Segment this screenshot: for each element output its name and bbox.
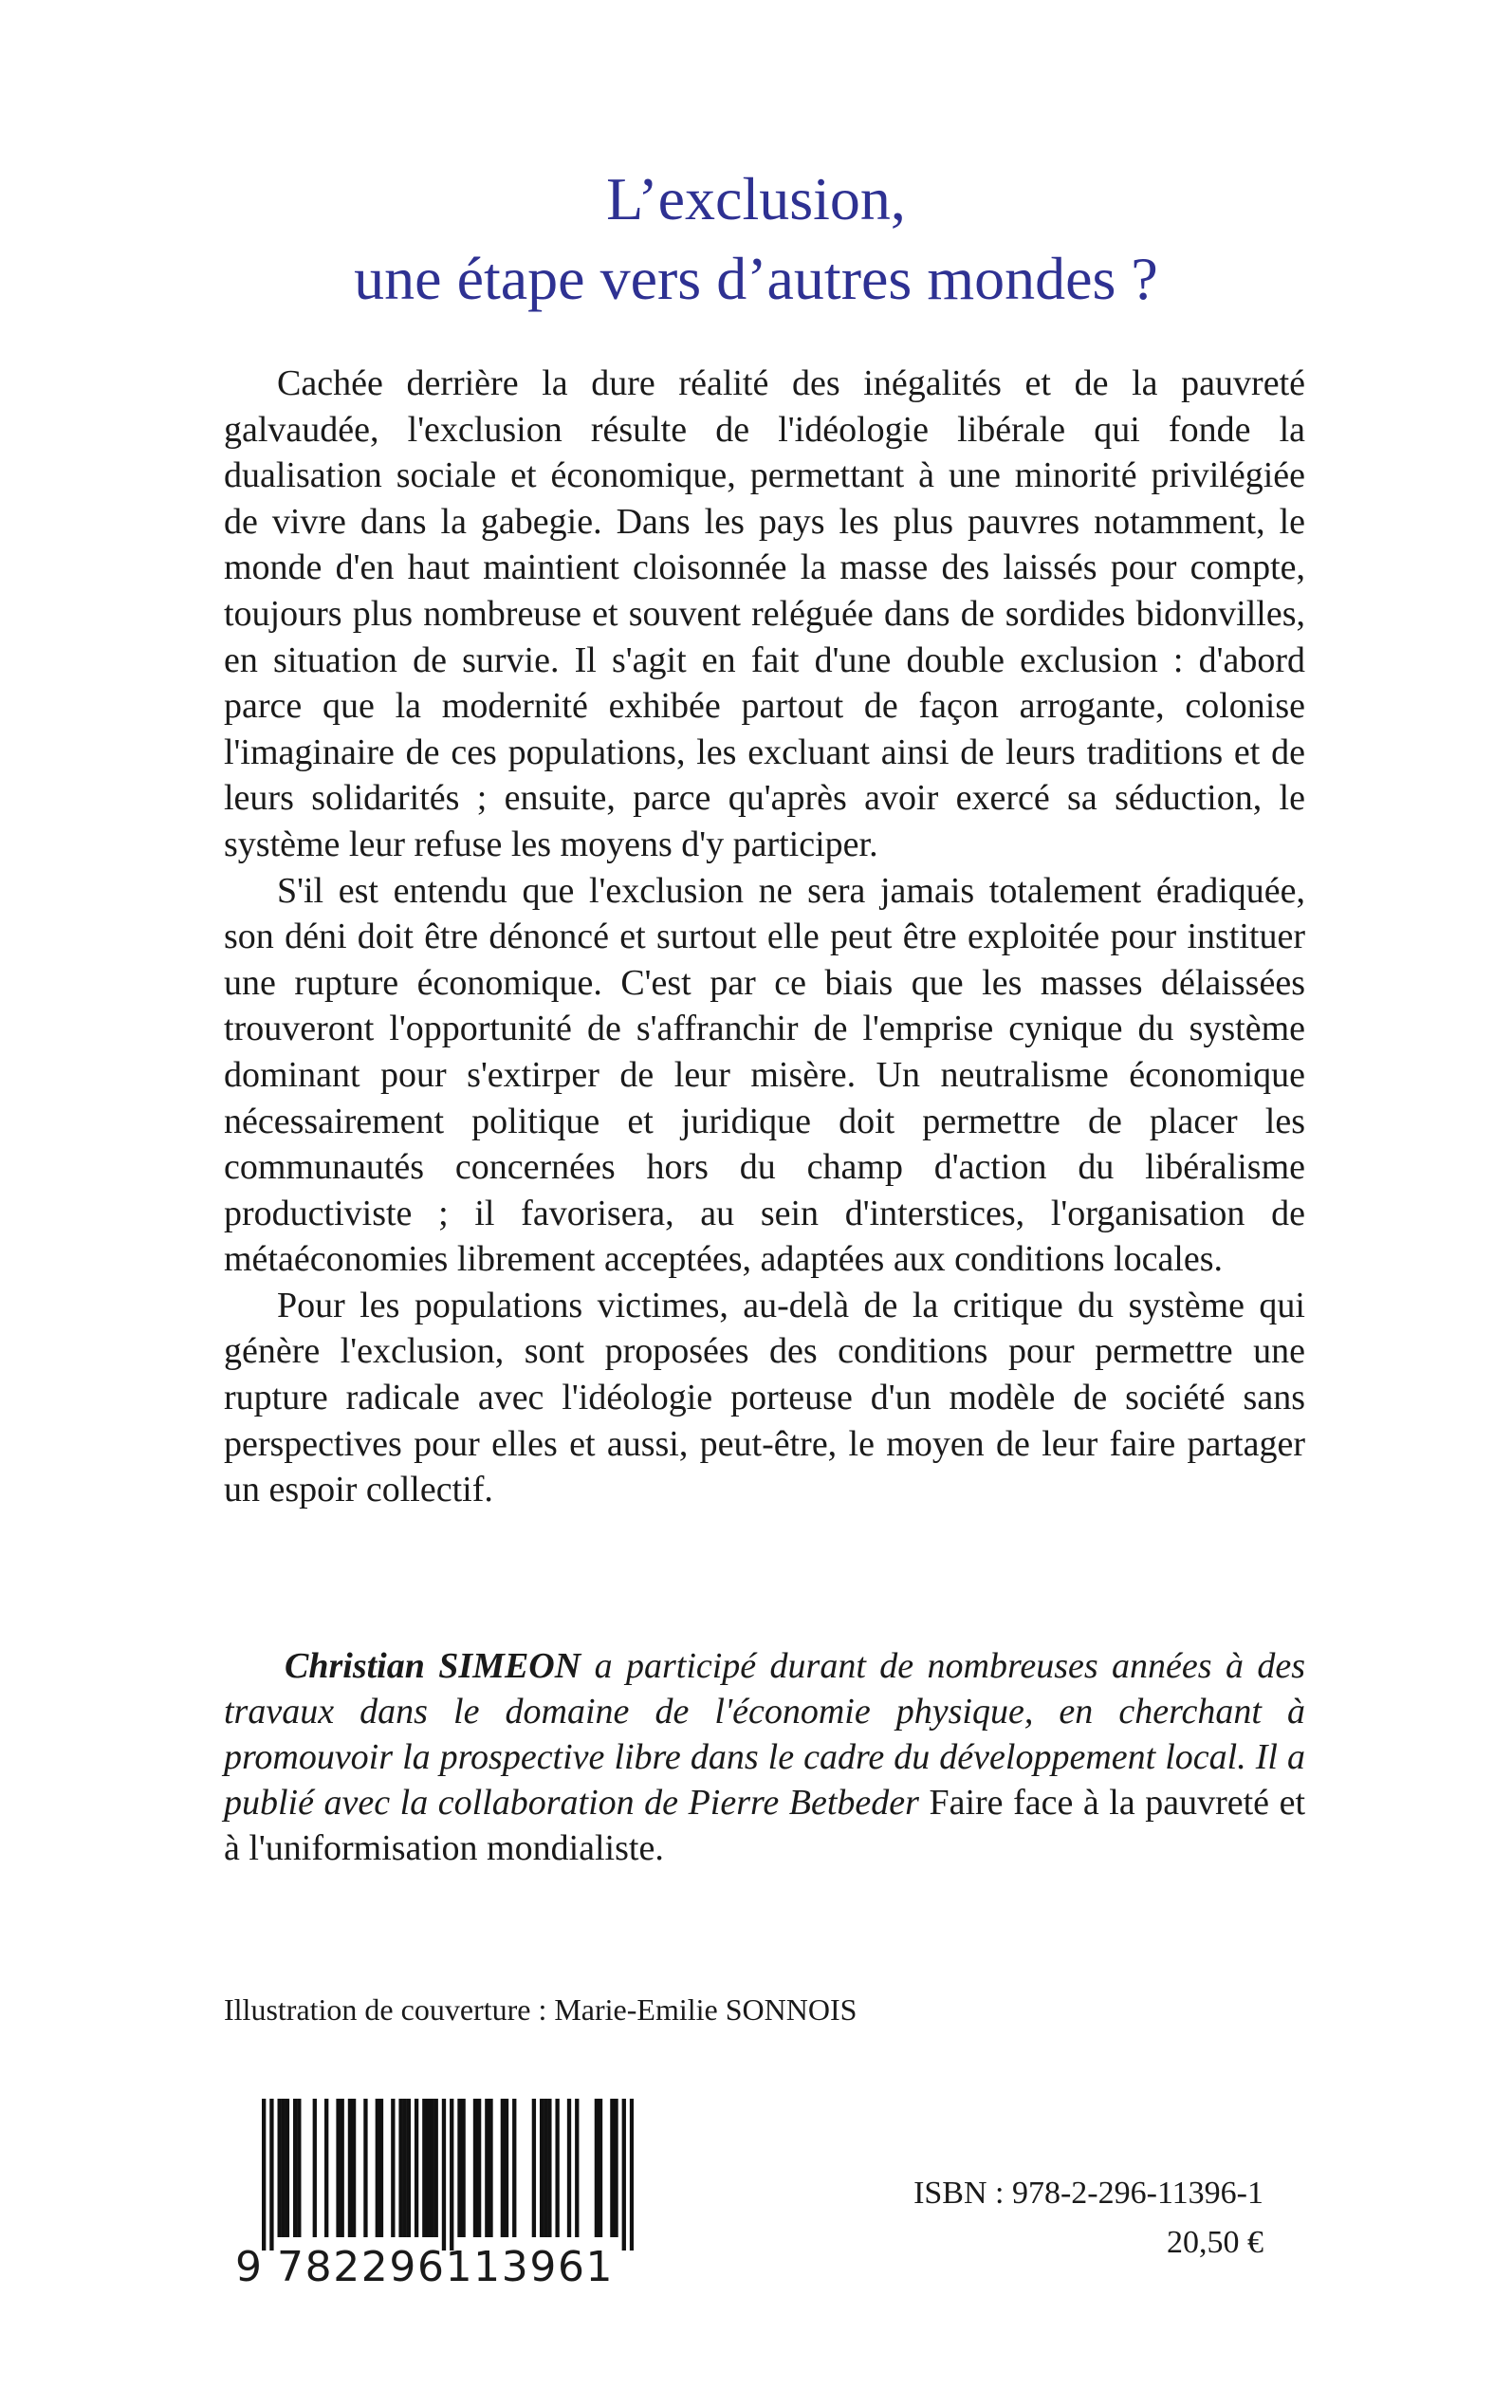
barcode-bar <box>379 2099 383 2237</box>
barcode-bar <box>391 2099 395 2237</box>
barcode-bar <box>434 2099 438 2237</box>
author-bio-text: a participé durant de nombreuses années à des travaux dans le domaine de l'économie physique, en cherchant à promouvoir la prospective libre dans le cadre du développement local. Il a publié avec la collaboration de Pierre Betbeder <box>224 1646 1305 1823</box>
blurb-paragraph-2: S'il est entendu que l'exclusion ne sera jamais totalement éradiquée, son déni doit être dénoncé et surtout elle peut être exploitée pour instituer une rupture économique. C'est par ce biais que les masses délaissées trouveront l'opportunité de s'affranchir de l'emprise cynique du système dominant pour s'extirper de leur misère. Un neutralisme économique nécessairement politique et juridique doit permettre de placer les communautés concernées hors du champ d'action du libéralisme productiviste ; il favorisera, au sein d'interstices, l'organisation de métaéconomies librement acceptées, adaptées aux conditions locales. <box>224 870 1305 1280</box>
barcode-bar <box>376 2099 379 2237</box>
barcode-bar <box>505 2099 508 2237</box>
barcode-bar <box>269 2099 273 2251</box>
barcode-bar <box>575 2099 579 2237</box>
barcode <box>235 2099 637 2300</box>
barcode-bar <box>442 2099 446 2251</box>
barcode-digits: 782296113961 <box>277 2243 615 2291</box>
barcode-bar <box>293 2099 297 2237</box>
barcode-bar <box>485 2099 489 2237</box>
barcode-bar <box>297 2099 301 2237</box>
barcode-bar <box>532 2099 536 2237</box>
barcode-bar <box>426 2099 430 2237</box>
barcode-bar <box>501 2099 505 2237</box>
barcode-bar <box>363 2099 367 2237</box>
book-title <box>0 159 1512 319</box>
barcode-bar <box>599 2099 602 2237</box>
barcode-bar <box>282 2099 286 2237</box>
barcode-bar <box>450 2099 453 2251</box>
barcode-bar <box>555 2099 559 2237</box>
blurb <box>224 361 1305 1513</box>
isbn: ISBN : 978-2-296-11396-1 <box>913 2176 1263 2211</box>
barcode-bar <box>313 2099 317 2237</box>
barcode-bar <box>324 2099 328 2237</box>
title-line-2: une étape vers d’autres mondes ? <box>354 245 1158 312</box>
barcode-first-digit: 9 <box>235 2243 262 2291</box>
barcode-bar <box>473 2099 477 2237</box>
barcode-bar <box>457 2099 461 2237</box>
barcode-bar <box>430 2099 433 2237</box>
barcode-bar <box>630 2099 634 2251</box>
barcode-bar <box>398 2099 402 2237</box>
barcode-bar <box>477 2099 481 2237</box>
barcode-bar <box>544 2099 547 2237</box>
author-bio <box>224 1643 1305 1871</box>
blurb-paragraph-1: Cachée derrière la dure réalité des inégalités et de la pauvreté galvaudée, l'exclusion résulte de l'idéologie libérale qui fonde la dualisation sociale et économique, permettant à une minorité privilégiée de vivre dans la gabegie. Dans les pays les plus pauvres notamment, le monde d'en haut maintient cloisonnée la masse des laissés pour compte, toujours plus nombreuse et souvent reléguée dans de sordides bidonvilles, en situation de survie. Il s'agit en fait d'une double exclusion : d'abord parce que la modernité exhibée partout de façon arrogante, colonise l'imaginaire de ces populations, les excluant ainsi de leurs traditions et de leurs solidarités ; ensuite, parce qu'après avoir exercé sa séduction, le système leur refuse les moyens d'y participer. <box>224 363 1305 864</box>
barcode-bar <box>352 2099 356 2237</box>
barcode-bar <box>540 2099 544 2237</box>
title-line-1: L’exclusion, <box>606 165 906 232</box>
barcode-bar <box>407 2099 411 2237</box>
barcode-bar <box>547 2099 551 2237</box>
barcode-bar <box>610 2099 614 2237</box>
barcode-bars <box>262 2099 634 2251</box>
barcode-bar <box>348 2099 352 2237</box>
barcode-bar <box>595 2099 599 2237</box>
barcode-bar <box>286 2099 289 2237</box>
barcode-bar <box>415 2099 418 2237</box>
previous-book-title: Faire face à la pauvreté et à l'uniformisation mondialiste. <box>224 1783 1305 1868</box>
barcode-bar <box>278 2099 282 2237</box>
barcode-bar <box>422 2099 426 2237</box>
barcode-bar <box>341 2099 344 2237</box>
illustration-credit: Illustration de couverture : Marie-Emilie SONNOIS <box>224 1992 857 2027</box>
author-name: Christian SIMEON <box>285 1646 581 1686</box>
barcode-bar <box>461 2099 465 2237</box>
price: 20,50 € <box>1167 2225 1263 2260</box>
barcode-bar <box>336 2099 340 2237</box>
barcode-bar <box>262 2099 266 2251</box>
barcode-bar <box>622 2099 626 2251</box>
barcode-bar <box>489 2099 492 2237</box>
blurb-paragraph-3: Pour les populations victimes, au-delà de la critique du système qui génère l'exclusion, sont proposées des conditions pour permettre une rupture radicale avec l'idéologie porteuse d'un modèle de société sans perspectives pour elles et aussi, peut-être, le moyen de leur faire partager un espoir collectif. <box>224 1285 1305 1510</box>
barcode-bar <box>512 2099 516 2237</box>
barcode-bar <box>614 2099 618 2237</box>
barcode-bar <box>403 2099 407 2237</box>
barcode-bar <box>567 2099 571 2237</box>
